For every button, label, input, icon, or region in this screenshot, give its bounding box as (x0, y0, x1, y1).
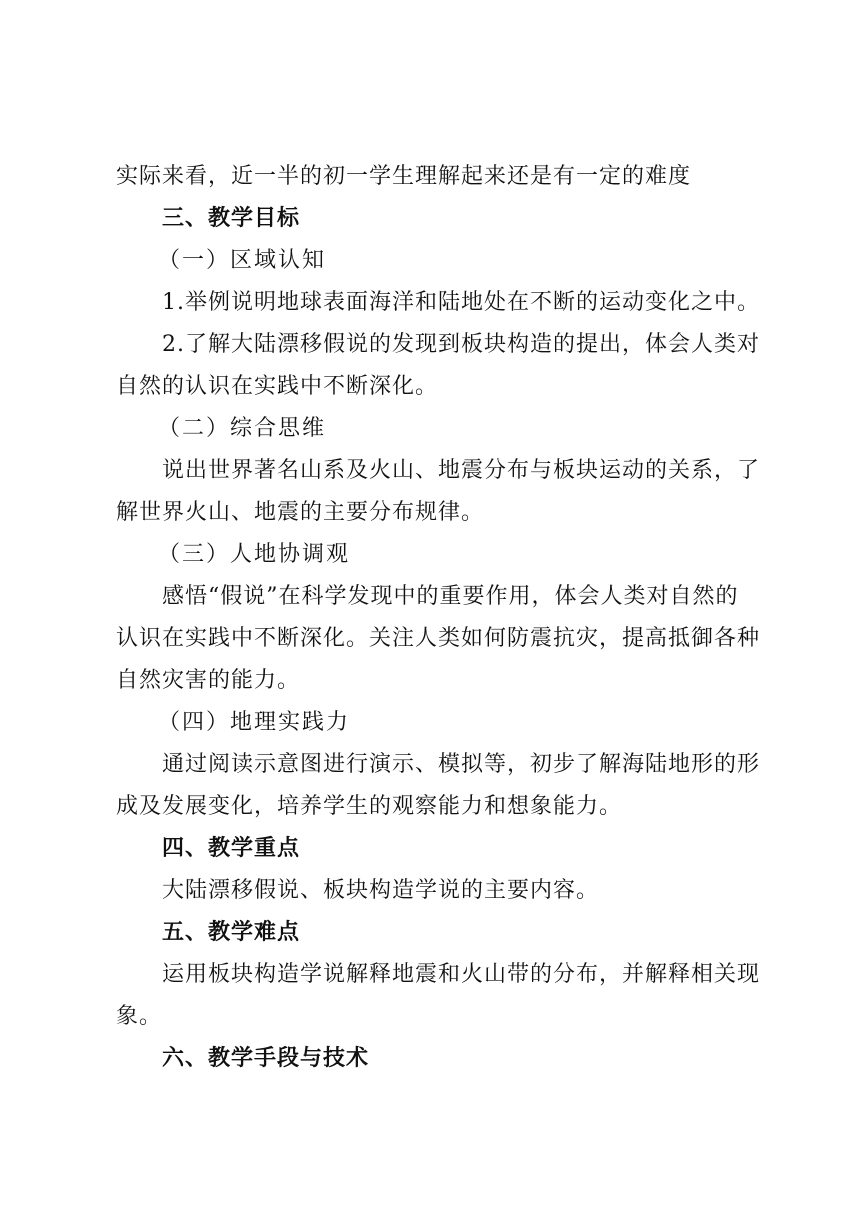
paragraph-line: 成及发展变化，培养学生的观察能力和想象能力。 (116, 794, 623, 819)
continuation-text: 实际来看，近一半的初一学生理解起来还是有一定的难度 (116, 164, 692, 189)
paragraph-line: 感悟“假说”在科学发现中的重要作用，体会人类对自然的 (162, 584, 739, 609)
paragraph-line: 说出世界著名山系及火山、地震分布与板块运动的关系，了 (162, 458, 761, 483)
section-heading-teaching-focus: 四、教学重点 (162, 836, 301, 861)
paragraph-line: 象。 (116, 1004, 163, 1029)
objective-item-2-line-2: 自然的认识在实践中不断深化。 (116, 374, 439, 399)
section-heading-teaching-methods: 六、教学手段与技术 (162, 1046, 370, 1071)
subheading-comprehensive-thinking: （二）综合思维 (158, 416, 327, 441)
paragraph-line: 自然灾害的能力。 (116, 668, 301, 693)
subheading-geographic-practice: （四）地理实践力 (158, 710, 351, 735)
subheading-human-earth-harmony: （三）人地协调观 (158, 542, 351, 567)
objective-item-2-line-1: 2.了解大陆漂移假说的发现到板块构造的提出，体会人类对 (162, 332, 760, 357)
section-heading-teaching-difficulty: 五、教学难点 (162, 920, 301, 945)
paragraph-line: 解世界火山、地震的主要分布规律。 (116, 500, 485, 525)
subheading-regional-cognition: （一）区域认知 (158, 248, 327, 273)
paragraph-line: 通过阅读示意图进行演示、模拟等，初步了解海陆地形的形 (162, 752, 761, 777)
paragraph-line: 大陆漂移假说、板块构造学说的主要内容。 (162, 878, 600, 903)
paragraph-line: 运用板块构造学说解释地震和火山带的分布，并解释相关现 (162, 962, 761, 987)
paragraph-line: 认识在实践中不断深化。关注人类如何防震抗灾，提高抵御各种 (116, 626, 761, 651)
section-heading-teaching-objectives: 三、教学目标 (162, 206, 301, 231)
objective-item-1: 1.举例说明地球表面海洋和陆地处在不断的运动变化之中。 (162, 290, 760, 315)
